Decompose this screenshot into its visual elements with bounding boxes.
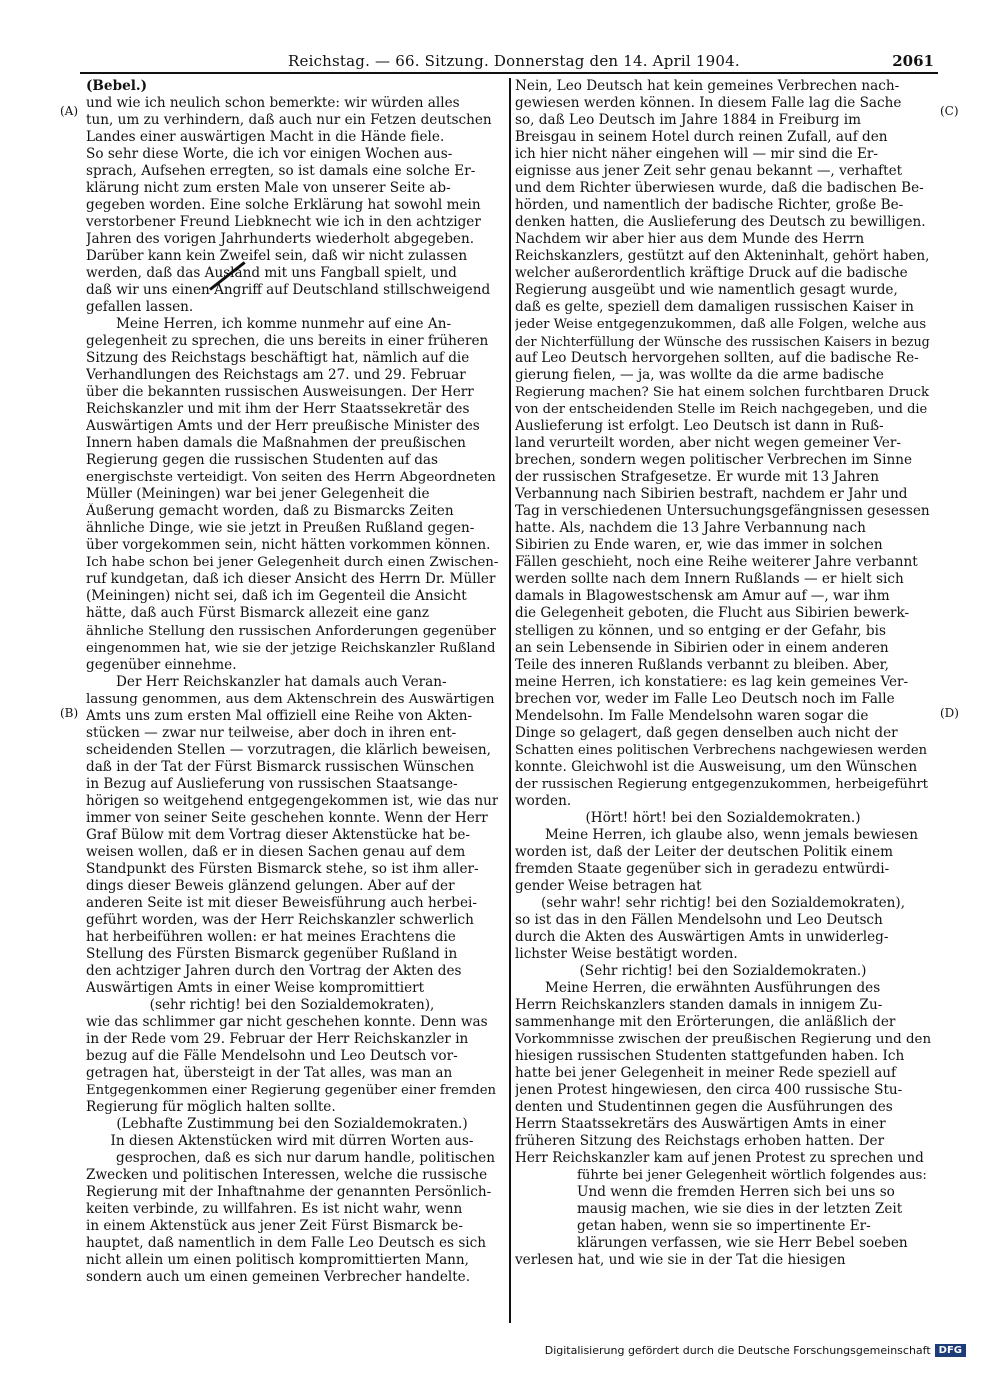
text-line: gierung fielen, — ja, was wollte da die arme badische [515, 367, 884, 384]
text-line: lichster Weise bestätigt worden. [515, 945, 738, 962]
text-line: Stellung des Fürsten Bismarck gegenüber Rußland in [86, 945, 458, 962]
text-line: jenen Protest hingewiesen, den circa 400 russische Stu- [515, 1081, 903, 1098]
text-line: Meine Herren, ich komme nunmehr auf eine An- [116, 316, 452, 333]
text-line: keiten verbinde, zu willfahren. Es ist nicht wahr, wenn [86, 1201, 463, 1218]
text-line: in der Rede vom 29. Februar der Herr Reichskanzler in [86, 1030, 469, 1047]
text-line: in Bezug auf Auslieferung von russischen Staatsange- [86, 775, 458, 792]
text-line: denken hatten, die Auslieferung des Deutsch zu bewilligen. [515, 214, 926, 231]
margin-mark-b: (B) [60, 706, 79, 720]
text-line: ähnliche Dinge, wie sie jetzt in Preußen Rußland gegen- [86, 520, 475, 537]
text-line: fremden Staate gegenüber sich in geradezu entwürdi- [515, 860, 890, 877]
text-line: verlesen hat, und wie sie in der Tat die hiesigen [515, 1252, 846, 1269]
text-line: Regierung machen? Sie hat einem solchen furchtbaren Druck [515, 385, 930, 401]
text-line: ähnliche Stellung den russischen Anforderungen gegenüber [86, 623, 496, 639]
text-line: Dinge so gelagert, daß gegen denselben auch nicht der [515, 724, 898, 741]
text-line: Fällen geschieht, noch eine Reihe weiterer Jahre verbannt [515, 554, 918, 571]
text-line: Verhandlungen des Reichstags am 27. und 29. Februar [86, 367, 466, 384]
text-line: konnte. Gleichwohl ist die Ausweisung, um den Wünschen [515, 758, 918, 775]
text-line: meine Herren, ich konstatiere: es lag kein gemeines Ver- [515, 673, 909, 690]
text-line: sammenhange mit den Erörterungen, die anläßlich der [515, 1013, 896, 1030]
text-line: Meine Herren, die erwähnten Ausführungen des [545, 979, 881, 996]
text-line: Auswärtigen Amts in einer Weise kompromittiert [86, 979, 425, 996]
text-line: Regierung ausgeübt und wie namentlich gesagt wurde, [515, 282, 898, 299]
text-line: hätte, daß auch Fürst Bismarck allezeit eine ganz [86, 605, 430, 622]
text-line: (sehr wahr! sehr richtig! bei den Sozialdemokraten), [540, 894, 906, 911]
page-number: 2061 [892, 52, 934, 70]
text-line: Jahren des vorigen Jahrhunderts wiederholt abgegeben. [86, 231, 475, 248]
text-line: Reichskanzlers, gestützt auf den Akteninhalt, gehört haben, [515, 248, 930, 265]
text-line: damals in Blagowestschensk am Amur auf —, war ihm [515, 588, 890, 605]
text-line: über die bekannten russischen Ausweisungen. Der Herr [86, 384, 474, 401]
text-line: brechen, sondern wegen politischer Verbrechen im Sinne [515, 452, 913, 469]
text-line: von der entscheidenden Stelle im Reich nachgegeben, und die [515, 402, 928, 418]
header-rule [80, 72, 938, 74]
text-line: Herrn Reichskanzlers standen damals in innigem Zu- [515, 996, 883, 1013]
text-line: hörigen so weitgehend entgegengekommen ist, wie das nur [86, 792, 498, 809]
text-line: hörden, und namentlich der badische Richter, große Be- [515, 197, 904, 214]
text-line: Auswärtigen Amts und der Herr preußische Minister des [86, 418, 480, 435]
text-line: Entgegenkommen einer Regierung gegenüber einer fremden [86, 1082, 497, 1098]
text-line: gefallen lassen. [86, 299, 194, 316]
text-line: wie das schlimmer gar nicht geschehen konnte. Denn was [86, 1013, 488, 1030]
text-line: brechen vor, weder im Falle Leo Deutsch noch im Falle [515, 690, 895, 707]
text-line: gender Weise betragen hat [515, 877, 702, 894]
text-line: klärungen verfassen, wie sie Herr Bebel soeben [577, 1235, 908, 1252]
text-line: auf Leo Deutsch hervorgehen sollten, auf die badische Re- [515, 350, 919, 367]
text-line: immer von seiner Seite geschehen konnte. Wenn der Herr [86, 809, 488, 826]
text-line: Nein, Leo Deutsch hat kein gemeines Verbrechen nach- [515, 78, 900, 94]
text-line: gelegenheit zu sprechen, die uns bereits in einer früheren [86, 333, 489, 350]
text-line: bezug auf die Fälle Mendelsohn und Leo Deutsch vor- [86, 1047, 458, 1064]
text-line: verstorbener Freund Liebknecht wie ich in den achtziger [86, 214, 481, 231]
text-line: sprach, Aufsehen erregten, so ist damals eine solche Er- [86, 163, 476, 180]
text-line: so ist das in den Fällen Mendelsohn und Leo Deutsch [515, 911, 883, 928]
text-line: lassung genommen, aus dem Aktenschrein des Auswärtigen [86, 691, 495, 707]
text-line: Ich habe schon bei jener Gelegenheit durch einen Zwischen- [86, 555, 498, 571]
text-line: Müller (Meiningen) war bei jener Gelegenheit die [86, 486, 430, 503]
text-line: über vorgekommen sein, nicht hätten vorkommen können. [86, 537, 491, 554]
text-line: anderen Seite ist mit dieser Beweisführung auch herbei- [86, 894, 477, 911]
text-line: daß in der Tat der Fürst Bismarck russischen Wünschen [86, 758, 475, 775]
text-line: gegeben worden. Eine solche Erklärung hat sowohl mein [86, 197, 481, 214]
left-column [86, 78, 498, 1286]
text-line: klärung nicht zum ersten Male von unserer Seite ab- [86, 180, 451, 197]
text-line: Äußerung gemacht worden, daß zu Bismarcks Zeiten [86, 503, 454, 520]
text-line: welcher außerordentlich kräftige Druck auf die badische [515, 265, 908, 282]
text-line: Vorkommnisse zwischen der preußischen Regierung und den [515, 1031, 931, 1047]
text-line: werden sollte nach dem Innern Rußlands — er hielt sich [515, 571, 904, 588]
text-line: und wie ich neulich schon bemerkte: wir würden alles [86, 95, 460, 112]
text-line: Nachdem wir aber hier aus dem Munde des Herrn [515, 231, 865, 248]
text-line: Amts uns zum ersten Mal offiziell eine Reihe von Akten- [86, 707, 473, 724]
text-line: jeder Weise entgegenzukommen, daß alle Folgen, welche aus [515, 317, 927, 333]
text-line: getragen hat, übersteigt in der Tat alles, was man an [86, 1064, 453, 1081]
footer-text: Digitalisierung gefördert durch die Deutsche Forschungsgemeinschaft [544, 1344, 931, 1357]
text-line: Schatten eines politischen Verbrechens nachgewiesen werden [515, 742, 927, 758]
text-line: hiesigen russischen Studenten stattgefunden haben. Ich [515, 1047, 905, 1064]
text-line: an sein Lebensende in Sibirien oder in einem anderen [515, 639, 889, 656]
text-line: Sibirien zu Ende waren, er, wie das immer in solchen [515, 537, 883, 554]
text-line: tun, um zu verhindern, daß auch nur ein Fetzen deutschen [86, 112, 492, 129]
text-line: So sehr diese Worte, die ich vor einigen Wochen aus- [86, 146, 453, 163]
footer [545, 1344, 966, 1357]
text-line: getan haben, wenn sie so impertinente Er- [577, 1218, 871, 1235]
text-line: Regierung gegen die russischen Studenten auf das [86, 452, 439, 469]
text-line: Standpunkt des Fürsten Bismarck stehe, so ist ihm aller- [86, 860, 479, 877]
text-line: worden ist, daß der Leiter der deutschen Politik einem [515, 843, 894, 860]
text-line: hatte bei jener Gelegenheit in meiner Rede speziell auf [515, 1064, 897, 1081]
text-line: Herr Reichskanzler kam auf jenen Protest zu sprechen und [515, 1149, 924, 1166]
text-line: energischste verteidigt. Von seiten des Herrn Abgeordneten [86, 470, 496, 486]
text-line: In diesen Aktenstücken wird mit dürren Worten aus- [110, 1132, 474, 1149]
text-line: Herrn Staatssekretärs des Auswärtigen Amts in einer [515, 1115, 886, 1132]
text-line: den achtziger Jahren durch den Vortrag der Akten des [86, 962, 462, 979]
text-line: so, daß Leo Deutsch im Jahre 1884 in Freiburg im [515, 112, 862, 129]
text-line: gesprochen, daß es sich nur darum handle, politischen [116, 1149, 495, 1166]
text-line: mausig machen, wie sie dies in der letzten Zeit [577, 1201, 903, 1218]
text-line: führte bei jener Gelegenheit wörtlich folgendes aus: [577, 1168, 927, 1183]
dfg-logo: DFG [935, 1344, 966, 1357]
text-line: eignisse aus jener Zeit sehr genau bekannt —, verhaftet [515, 163, 903, 180]
text-line: (sehr richtig! bei den Sozialdemokraten), [149, 996, 435, 1013]
text-line: Darüber kann kein Zweifel sein, daß wir nicht zulassen [86, 248, 468, 265]
right-column [515, 78, 931, 1269]
text-line: gegenüber einnehme. [86, 656, 237, 673]
text-line: Reichskanzler und mit ihm der Herr Staatssekretär des [86, 401, 470, 418]
text-line: geführt worden, was der Herr Reichskanzler schwerlich [86, 911, 474, 928]
margin-mark-a: (A) [60, 104, 79, 118]
page-title: Reichstag. — 66. Sitzung. Donnerstag den 14. April 1904. [288, 52, 740, 70]
text-line: Graf Bülow mit dem Vortrag dieser Aktenstücke hat be- [86, 826, 471, 843]
text-line: der russischen Strafgesetze. Er wurde mit 13 Jahren [515, 469, 880, 486]
text-line: hauptet, daß namentlich in dem Falle Leo Deutsch es sich [86, 1235, 487, 1252]
text-line: Der Herr Reichskanzler hat damals auch Veran- [116, 673, 447, 690]
text-line: (Hört! hört! bei den Sozialdemokraten.) [585, 809, 861, 826]
margin-mark-d: (D) [940, 706, 959, 720]
text-line: scheidenden Stellen — vorzutragen, die klärlich beweisen, [86, 741, 491, 758]
text-line: worden. [515, 792, 572, 809]
text-line: Sitzung des Reichstags beschäftigt hat, nämlich auf die [86, 350, 470, 367]
text-line: Teile des inneren Rußlands verbannt zu bleiben. Aber, [515, 656, 889, 673]
text-line: eingenommen hat, wie sie der jetzige Reichskanzler Rußland [86, 640, 496, 656]
text-line: Meine Herren, ich glaube also, wenn jemals bewiesen [545, 826, 918, 843]
text-line: hatte. Als, nachdem die 13 Jahre Verbannung nach [515, 520, 866, 537]
column-divider [509, 78, 511, 1323]
text-line: Mendelsohn. Im Falle Mendelsohn waren sogar die [515, 707, 869, 724]
text-line: ruf kundgetan, daß ich dieser Ansicht des Herrn Dr. Müller [86, 571, 496, 588]
text-line: hat herbeiführen wollen: er hat meines Erachtens die [86, 928, 456, 945]
text-line: die Gelegenheit geboten, die Flucht aus Sibirien bewerk- [515, 605, 910, 622]
text-line: sondern auch um einen gemeinen Verbrecher handelte. [86, 1269, 471, 1286]
text-line: der russischen Regierung entgegenzukommen, herbeigeführt [515, 776, 928, 792]
text-line: stelligen zu können, und so entging er der Gefahr, bis [515, 622, 886, 639]
text-line: Innern haben damals die Maßnahmen der preußischen [86, 435, 466, 452]
text-line: nicht allein um einen politisch kompromittierten Mann, [86, 1252, 470, 1269]
text-line: Breisgau in seinem Hotel durch reinen Zufall, auf den [515, 129, 888, 146]
text-line: gewiesen werden können. In diesem Falle lag die Sache [515, 95, 902, 112]
text-line: Regierung mit der Inhaftnahme der genannten Persönlich- [86, 1184, 492, 1201]
text-line: Verbannung nach Sibirien bestraft, nachdem er Jahr und [515, 486, 908, 503]
text-line: durch die Akten des Auswärtigen Amts in unwiderleg- [515, 928, 889, 945]
text-line: ich hier nicht näher eingehen will — mir sind die Er- [515, 146, 879, 163]
text-line: der Nichterfüllung der Wünsche des russischen Kaisers in bezug [515, 334, 930, 350]
text-line: land verurteilt worden, aber nicht wegen gemeiner Ver- [515, 435, 901, 452]
text-line: werden, daß das Ausland mit uns Fangball spielt, und [86, 265, 457, 282]
text-line: Tag in verschiedenen Untersuchungsgefängnissen gesessen [515, 503, 930, 520]
text-line: Regierung für möglich halten sollte. [86, 1098, 336, 1115]
text-line: weisen wollen, daß er in diesen Sachen genau auf dem [86, 843, 466, 860]
text-line: (Bebel.) [86, 78, 148, 94]
text-line: (Sehr richtig! bei den Sozialdemokraten.) [579, 962, 867, 979]
text-line: (Meiningen) nicht sei, daß ich im Gegenteil die Ansicht [86, 588, 467, 605]
text-line: denten und Studentinnen gegen die Ausführungen des [515, 1098, 893, 1115]
text-line: Und wenn die fremden Herren sich bei uns so [577, 1184, 895, 1201]
margin-mark-c: (C) [940, 104, 959, 118]
text-line: daß es gelte, speziell dem damaligen russischen Kaiser in [515, 299, 914, 316]
text-line: in einem Aktenstück aus jener Zeit Fürst Bismarck be- [86, 1218, 463, 1235]
text-line: daß wir uns einen Angriff auf Deutschland stillschweigend [86, 282, 491, 299]
text-line: Landes einer auswärtigen Macht in die Hände fiele. [86, 129, 445, 146]
text-line: (Lebhafte Zustimmung bei den Sozialdemokraten.) [116, 1115, 468, 1132]
text-line: dings dieser Beweis glänzend gelungen. Aber auf der [86, 877, 455, 894]
text-line: stücken — zwar nur teilweise, aber doch in ihren ent- [86, 724, 457, 741]
text-line: und dem Richter überwiesen wurde, daß die badischen Be- [515, 180, 924, 197]
text-line: Zwecken und politischen Interessen, welche die russische [86, 1167, 488, 1183]
text-line: früheren Sitzung des Reichstags erhoben hatten. Der [515, 1132, 885, 1149]
text-line: Auslieferung ist erfolgt. Leo Deutsch ist dann in Ruß- [515, 418, 884, 435]
